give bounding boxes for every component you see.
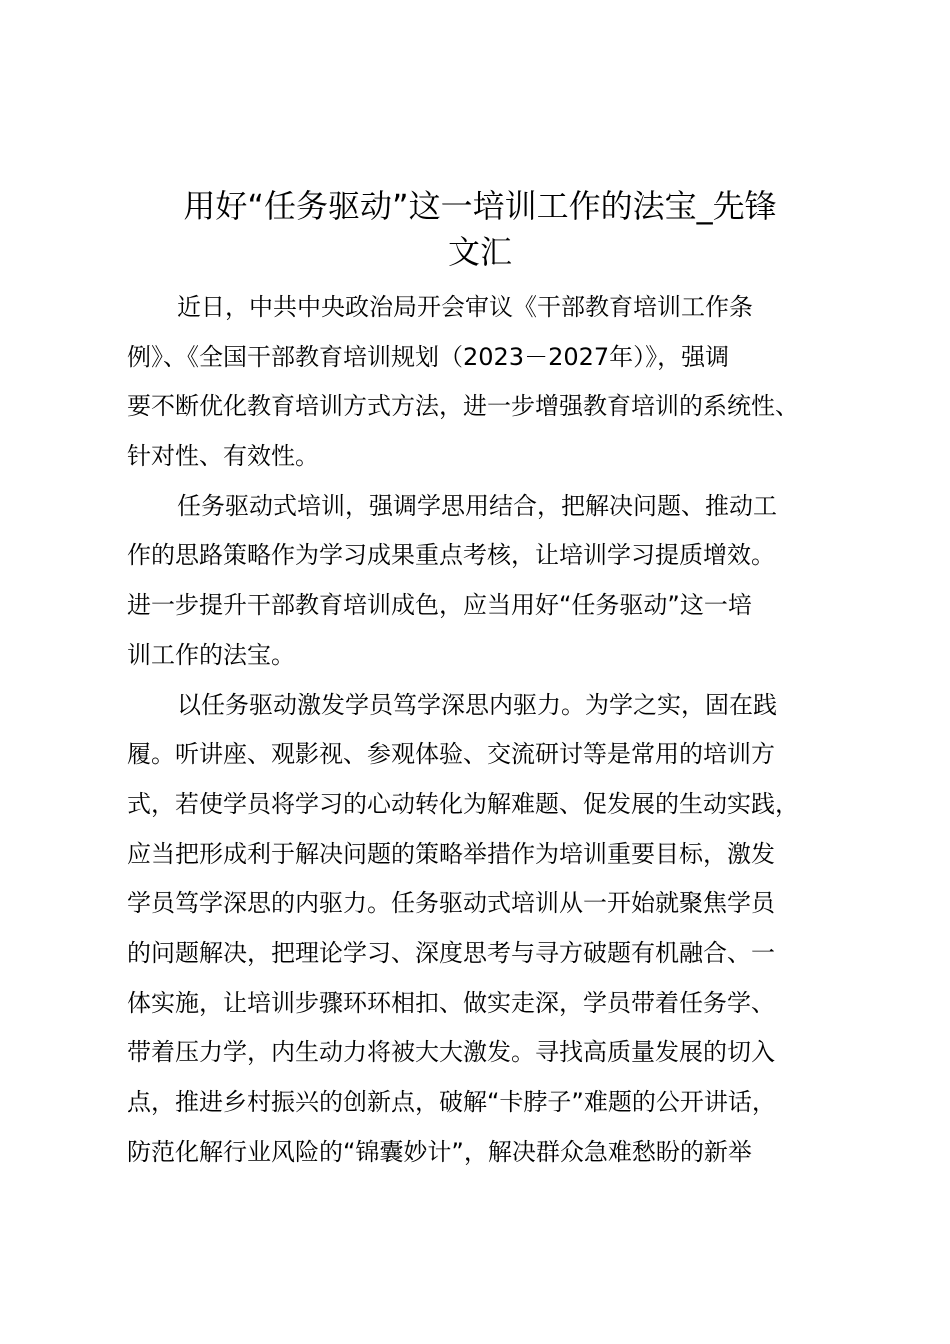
paragraph-line: 应当把形成利于解决问题的策略举措作为培训重要目标，激发 (127, 839, 775, 868)
paragraph-line: 针对性、有效性。 (127, 442, 319, 471)
document-body (127, 283, 867, 1177)
paragraph-line: 防范化解行业风险的“锦囊妙计”，解决群众急难愁盼的新举 (127, 1137, 752, 1166)
paragraph-2 (127, 482, 867, 681)
paragraph-line: 训工作的法宝。 (127, 640, 295, 669)
paragraph-1 (127, 283, 867, 482)
paragraph-line: 近日，中共中央政治局开会审议《干部教育培训工作条 (177, 293, 753, 321)
document-title (120, 183, 840, 275)
paragraph-line: 要不断优化教育培训方式方法，进一步增强教育培训的系统性、 (127, 392, 799, 421)
paragraph-line: 的问题解决，把理论学习、深度思考与寻方破题有机融合、一 (127, 938, 775, 967)
paragraph-3 (127, 681, 867, 1178)
paragraph-line: 学员笃学深思的内驱力。任务驱动式培训从一开始就聚焦学员 (127, 889, 775, 918)
paragraph-line: 履。听讲座、观影视、参观体验、交流研讨等是常用的培训方 (127, 740, 775, 769)
paragraph-line: 以任务驱动激发学员笃学深思内驱力。为学之实，固在践 (177, 690, 777, 719)
paragraph-line: 作的思路策略作为学习成果重点考核，让培训学习提质增效。 (127, 541, 775, 570)
title-line-2: 文汇 (447, 233, 512, 271)
paragraph-line: 体实施，让培训步骤环环相扣、做实走深，学员带着任务学、 (127, 988, 775, 1017)
paragraph-line: 例》、《全国干部教育培训规划（2023－2027年）》，强调 (127, 342, 730, 371)
paragraph-line: 点，推进乡村振兴的创新点，破解“卡脖子”难题的公开讲话， (127, 1088, 776, 1116)
paragraph-line: 带着压力学，内生动力将被大大激发。寻找高质量发展的切入 (127, 1038, 775, 1067)
title-line-1: 用好“任务驱动”这一培训工作的法宝_先锋 (183, 187, 777, 225)
paragraph-line: 任务驱动式培训，强调学思用结合，把解决问题、推动工 (177, 491, 777, 520)
paragraph-line: 进一步提升干部教育培训成色，应当用好“任务驱动”这一培 (127, 591, 752, 620)
paragraph-line: 式，若使学员将学习的心动转化为解难题、促发展的生动实践， (127, 789, 799, 818)
